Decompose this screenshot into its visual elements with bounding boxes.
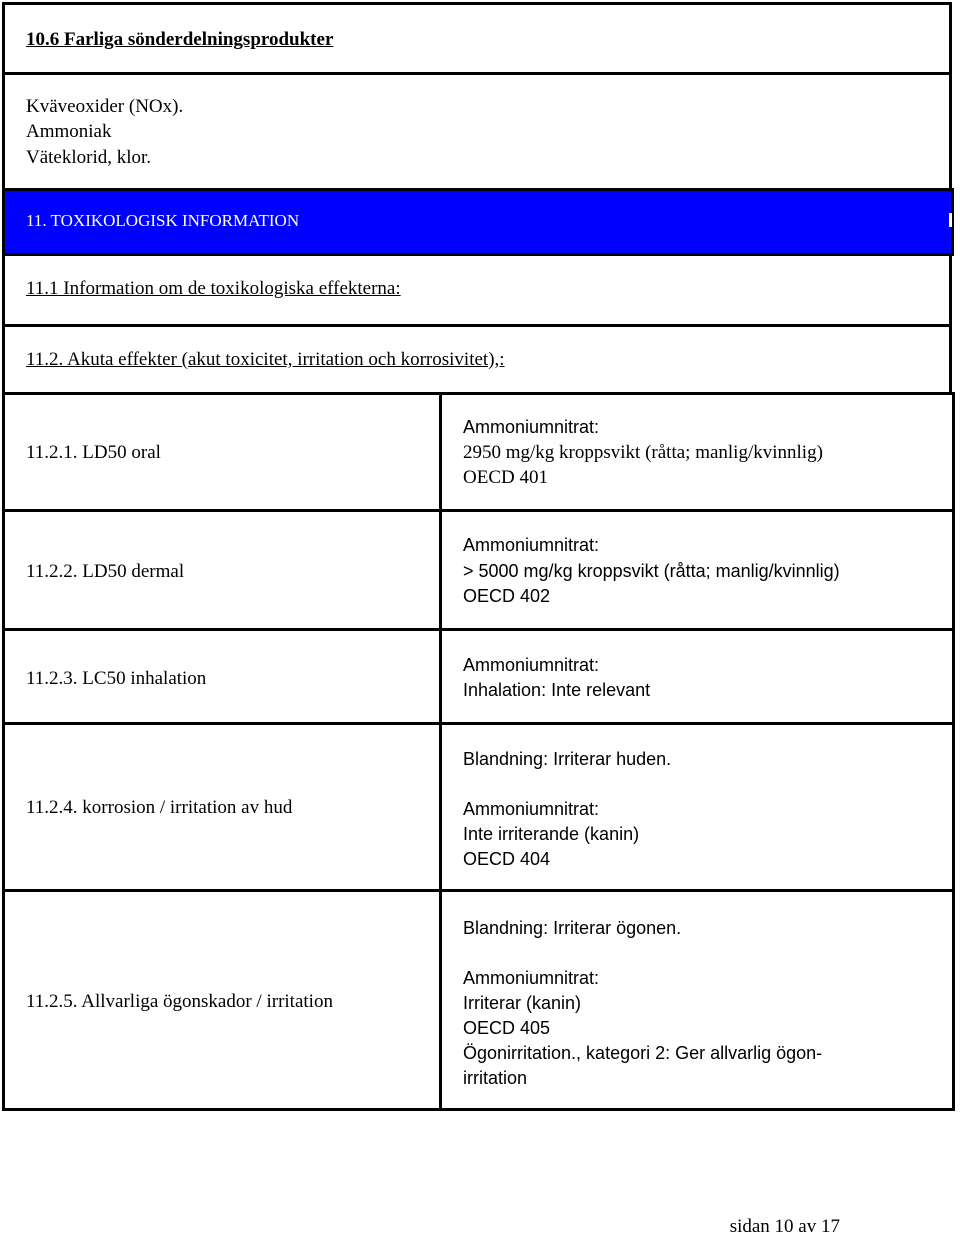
row-value-line: Inhalation: Inte relevant: [463, 680, 651, 700]
row-value-line: > 5000 mg/kg kroppsvikt (råtta; manlig/kvinnlig): [463, 561, 840, 581]
row-value-line: Ammoniumnitrat:: [463, 535, 600, 555]
row-value-line: Blandning: Irriterar ögonen.: [463, 918, 682, 938]
row-value-line: Ögonirritation., kategori 2: Ger allvarlig ögon-: [463, 1043, 823, 1063]
table-row-value-cell: [439, 722, 955, 892]
table-row-label-cell: [2, 722, 442, 892]
decomposition-item: Kväveoxider (NOx).: [26, 96, 184, 117]
banner-edge-mark: [949, 213, 952, 227]
section-10-6-body: [2, 72, 952, 190]
row-label: 11.2.3. LC50 inhalation: [26, 668, 207, 689]
row-label: 11.2.2. LD50 dermal: [26, 561, 185, 582]
row-label: 11.2.5. Allvarliga ögonskador / irritation: [26, 991, 333, 1012]
section-11-2-heading: 11.2. Akuta effekter (akut toxicitet, irritation och korrosivitet),:: [26, 349, 505, 370]
row-value-line: Ammoniumnitrat:: [463, 799, 600, 819]
decomposition-item: Väteklorid, klor.: [26, 147, 152, 168]
table-row-label-cell: [2, 509, 442, 631]
row-value-line: OECD 405: [463, 1018, 551, 1038]
row-value-line: OECD 404: [463, 849, 551, 869]
decomposition-item: Ammoniak: [26, 121, 112, 142]
table-row-label-cell: [2, 628, 442, 725]
section-11-banner: [2, 188, 954, 256]
row-value-line: irritation: [463, 1068, 528, 1088]
section-10-6-header: [2, 2, 952, 72]
table-row-label-cell: [2, 889, 442, 1111]
row-value-line: Inte irriterande (kanin): [463, 824, 640, 844]
section-10-6-heading: 10.6 Farliga sönderdelningsprodukter: [26, 29, 334, 50]
row-value-line: Irriterar (kanin): [463, 993, 582, 1013]
row-value-line: OECD 402: [463, 586, 551, 606]
row-value-line: Ammoniumnitrat:: [463, 417, 600, 437]
table-row-value-cell: [439, 509, 955, 631]
row-value-line: Ammoniumnitrat:: [463, 655, 600, 675]
row-value-line: Blandning: Irriterar huden.: [463, 749, 672, 769]
section-11-1-heading: 11.1 Information om de toxikologiska effekterna:: [26, 278, 401, 299]
section-11-1-header: [2, 256, 952, 324]
row-value-line: Ammoniumnitrat:: [463, 968, 600, 988]
section-11-2-header: [2, 324, 952, 394]
page-number: sidan 10 av 17: [729, 1216, 840, 1237]
table-row-label-cell: [2, 392, 442, 512]
table-row-value-cell: [439, 889, 955, 1111]
row-label: 11.2.1. LD50 oral: [26, 442, 161, 463]
row-value-line: 2950 mg/kg kroppsvikt (råtta; manlig/kvinnlig): [463, 442, 823, 463]
row-value-line: OECD 401: [463, 467, 548, 488]
table-row-value-cell: [439, 628, 955, 725]
row-label: 11.2.4. korrosion / irritation av hud: [26, 797, 293, 818]
table-row-value-cell: [439, 392, 955, 512]
section-11-heading: 11. TOXIKOLOGISK INFORMATION: [26, 211, 300, 230]
